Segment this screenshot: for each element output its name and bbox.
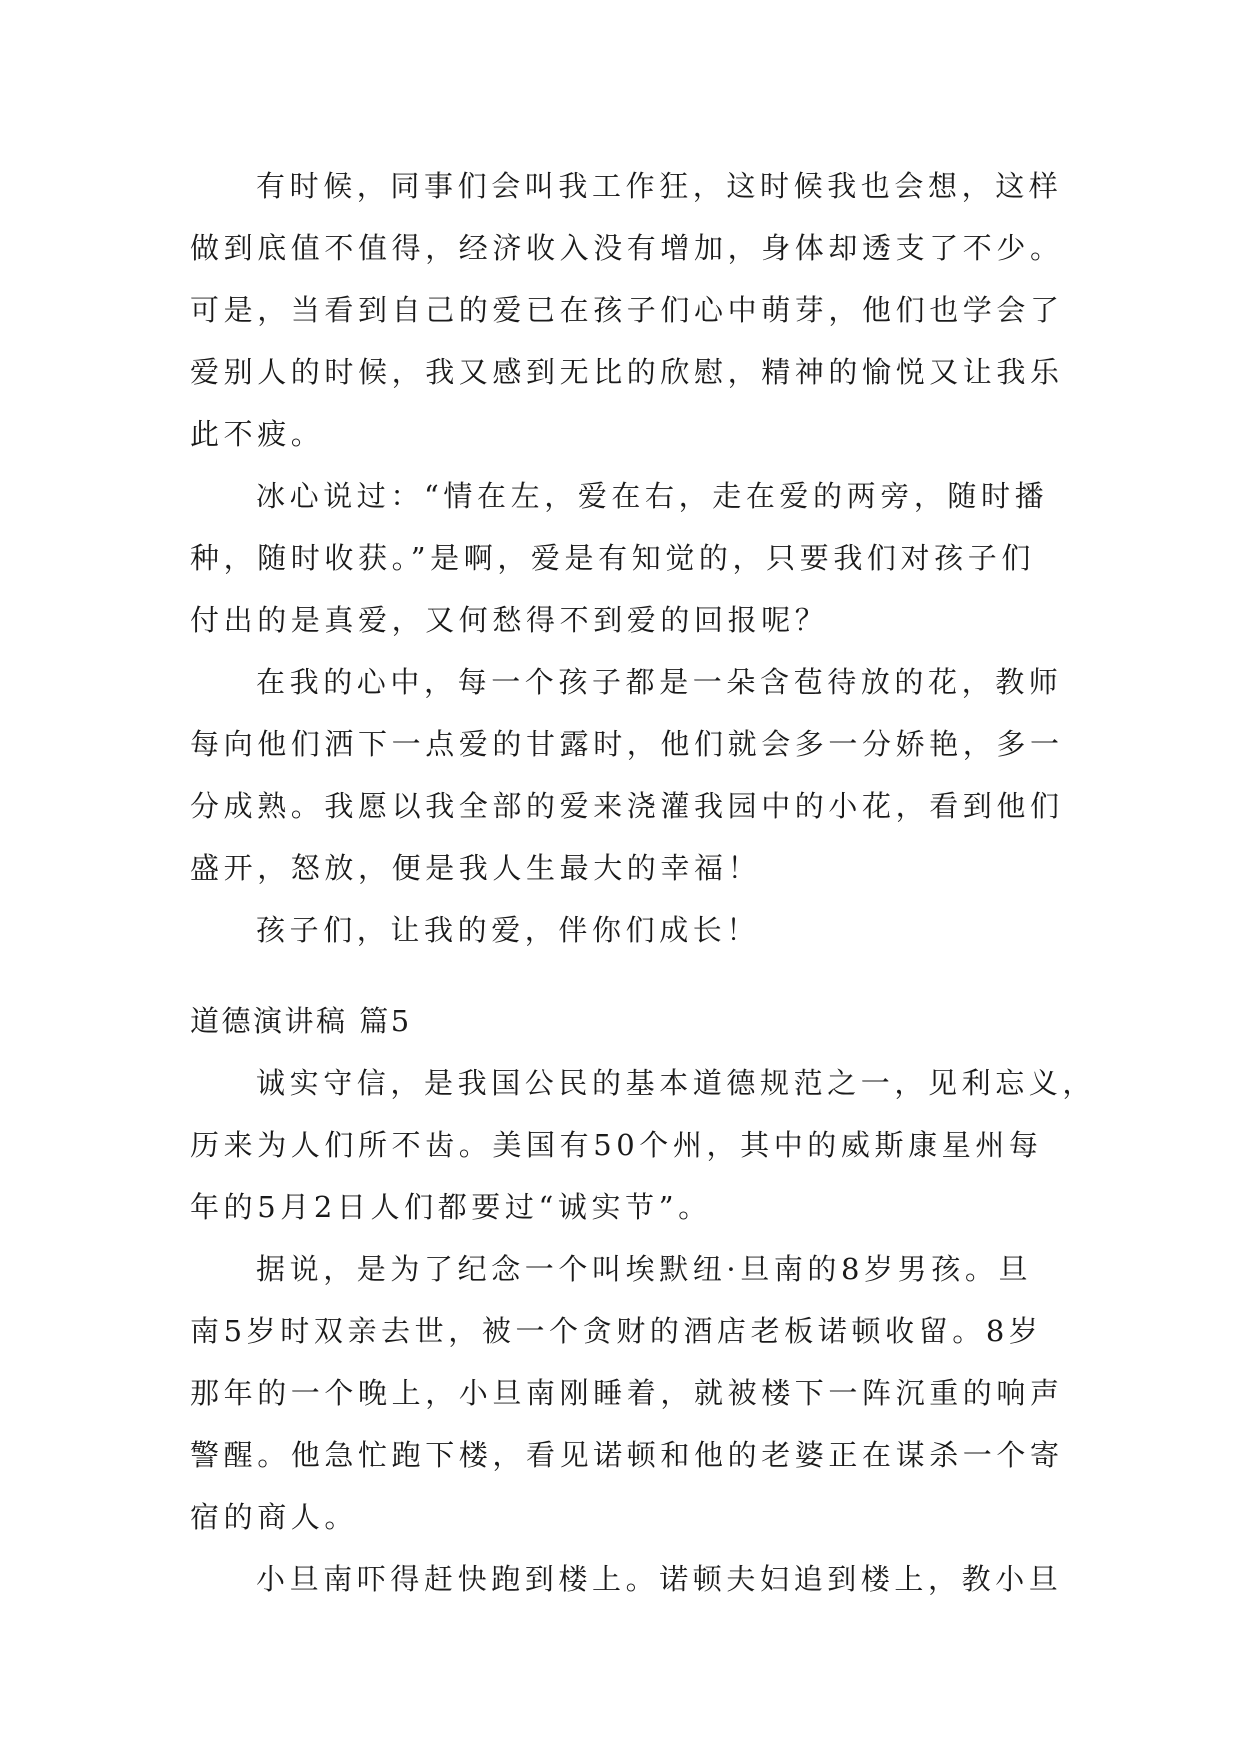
paragraph-line: 每向他们洒下一点爱的甘露时，他们就会多一分娇艳，多一: [190, 727, 1064, 761]
paragraph-line: 南5岁时双亲去世，被一个贪财的酒店老板诺顿收留。8岁: [190, 1314, 1043, 1348]
paragraph-line: 宿的商人。: [190, 1500, 359, 1534]
paragraph-line: 付出的是真爱，又何愁得不到爱的回报呢？: [190, 603, 829, 637]
paragraph-line: 据说，是为了纪念一个叫埃默纽·旦南的8岁男孩。旦: [256, 1252, 1033, 1286]
paragraph-line: 诚实守信，是我国公民的基本道德规范之一，见利忘义，: [256, 1066, 1097, 1100]
paragraph-line: 历来为人们所不齿。美国有50个州，其中的威斯康星州每: [190, 1128, 1043, 1162]
paragraph-line: 那年的一个晚上，小旦南刚睡着，就被楼下一阵沉重的响声: [190, 1376, 1064, 1410]
paragraph-line: 在我的心中，每一个孩子都是一朵含苞待放的花，教师: [256, 665, 1063, 699]
paragraph-line: 冰心说过：“情在左，爱在右，走在爱的两旁，随时播: [256, 479, 1049, 513]
paragraph-line: 警醒。他急忙跑下楼，看见诺顿和他的老婆正在谋杀一个寄: [190, 1438, 1064, 1472]
paragraph-line: 盛开，怒放，便是我人生最大的幸福！: [190, 851, 762, 885]
paragraph-line: 分成熟。我愿以我全部的爱来浇灌我园中的小花，看到他们: [190, 789, 1064, 823]
paragraph-line: 有时候，同事们会叫我工作狂，这时候我也会想，这样: [256, 169, 1063, 203]
section-heading: 道德演讲稿 篇5: [190, 1004, 412, 1038]
paragraph-line: 做到底值不值得，经济收入没有增加，身体却透支了不少。: [190, 231, 1064, 265]
paragraph-line: 小旦南吓得赶快跑到楼上。诺顿夫妇追到楼上，教小旦: [256, 1562, 1063, 1596]
paragraph-line: 可是，当看到自己的爱已在孩子们心中萌芽，他们也学会了: [190, 293, 1064, 327]
paragraph-line: 此不疲。: [190, 417, 325, 451]
paragraph-line: 爱别人的时候，我又感到无比的欣慰，精神的愉悦又让我乐: [190, 355, 1064, 389]
paragraph-line: 种，随时收获。”是啊，爱是有知觉的，只要我们对孩子们: [190, 541, 1035, 575]
paragraph-line: 孩子们，让我的爱，伴你们成长！: [256, 913, 761, 947]
paragraph-line: 年的5月2日人们都要过“诚实节”。: [190, 1190, 712, 1224]
